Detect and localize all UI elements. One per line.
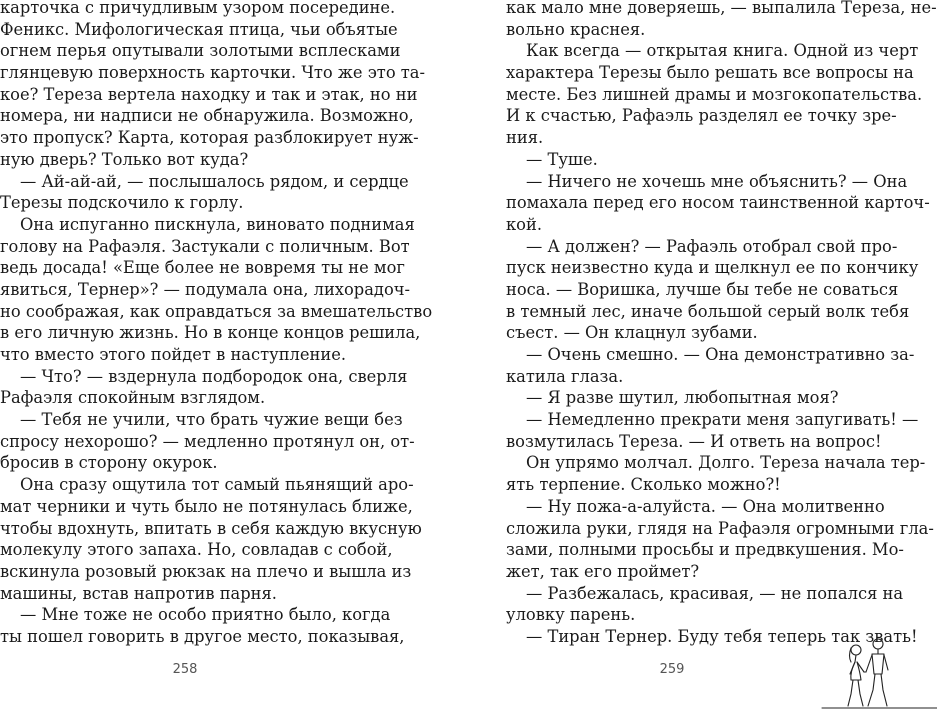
couple-illustration [820, 628, 937, 712]
text-line: ния. [506, 128, 544, 148]
text-line: ять терпение. Сколько можно?! [506, 475, 781, 495]
left-page-text [0, 0, 433, 648]
text-line: зами, полными просьбы и предвкушения. Мо- [506, 540, 904, 560]
text-line: Терезы подскочило к горлу. [0, 193, 244, 213]
text-line: характера Терезы было решать все вопросы на [506, 63, 914, 83]
text-line: Она испуганно пискнула, виновато поднимая [20, 214, 415, 234]
text-line: молекулу этого запаха. Но, совладав с собой, [0, 540, 393, 560]
text-line: вскинула розовый рюкзак на плечо и вышла из [0, 561, 412, 581]
text-line: номера, ни надписи не обнаружила. Возможно, [0, 106, 414, 126]
text-line: Он упрямо молчал. Долго. Тереза начала тер- [526, 453, 926, 473]
text-line: ты пошел говорить в другое место, показывая, [0, 626, 405, 646]
text-line: — Что? — вздернула подбородок она, сверля [20, 366, 408, 386]
right-page-number: 259 [659, 662, 685, 677]
text-line: — Тиран Тернер. Буду тебя теперь так звать! [526, 626, 918, 646]
text-line: пуск неизвестно куда и щелкнул ее по кончику [506, 258, 919, 278]
text-line: глянцевую поверхность карточки. Что же это та- [0, 63, 426, 83]
text-line: но соображая, как оправдаться за вмешательство [0, 301, 433, 321]
text-line: голову на Рафаэля. Застукали с поличным. Вот [0, 236, 410, 256]
text-line: в темный лес, иначе большой серый волк тебя [506, 301, 910, 321]
text-line: кой. [506, 214, 543, 234]
text-line: огнем перья опутывали золотыми всплесками [0, 41, 401, 61]
text-line: в его личную жизнь. Но в конце концов решила, [0, 323, 421, 343]
text-line: машины, встав напротив парня. [0, 583, 277, 603]
text-line: кое? Тереза вертела находку и так и этак, но ни [0, 84, 418, 104]
text-line: вольно краснея. [506, 19, 646, 39]
text-line: катила глаза. [506, 366, 624, 386]
text-line: как мало мне доверяешь, — выпалила Тереза, не- [506, 0, 937, 17]
text-line: Как всегда — открытая книга. Одной из черт [526, 41, 919, 61]
text-line: бросив в сторону окурок. [0, 453, 218, 473]
text-line: — А должен? — Рафаэль отобрал свой про- [526, 236, 898, 256]
text-line: И к счастью, Рафаэль разделял ее точку зре- [506, 106, 897, 126]
text-line: — Очень смешно. — Она демонстративно за- [526, 345, 915, 364]
text-line: — Ничего не хочешь мне объяснить? — Она [526, 171, 908, 191]
text-line: уловку парень. [506, 605, 636, 625]
text-line: карточка с причудливым узором посередине. [0, 0, 396, 17]
text-line: съест. — Он клацнул зубами. [506, 323, 758, 343]
text-line: возмутилась Тереза. — И ответь на вопрос! [506, 431, 882, 451]
text-line: сложила руки, глядя на Рафаэля огромными гла- [506, 518, 934, 538]
text-line: явиться, Тернер»? — подумала она, лихорадоч- [0, 279, 411, 299]
text-line: помахала перед его носом таинственной карточ- [506, 193, 930, 213]
girl-figure [848, 645, 864, 706]
text-line: носа. — Воришка, лучше бы тебе не соваться [506, 279, 899, 299]
left-page-number: 258 [172, 662, 198, 677]
text-line: мат черники и чуть было не потянулась ближе, [0, 496, 413, 516]
text-line: жет, так его проймет? [506, 561, 700, 581]
text-line: — Тебя не учили, что брать чужие вещи без [20, 410, 403, 430]
text-line: Феникс. Мифологическая птица, чьи объятые [0, 19, 398, 39]
text-line: что вместо этого пойдет в наступление. [0, 345, 347, 364]
text-line: — Немедленно прекрати меня запугивать! — [526, 410, 919, 430]
boy-figure [866, 639, 888, 706]
text-line: ведь досада! «Еще более не вовремя ты не мог [0, 258, 405, 278]
text-line: месте. Без лишней драмы и мозгокопательства. [506, 84, 923, 104]
text-line: Она сразу ощутила тот самый пьянящий аро- [20, 475, 414, 495]
text-line: спросу нехорошо? — медленно протянул он, от- [0, 431, 415, 451]
text-line: чтобы вдохнуть, впитать в себя каждую вкусную [0, 518, 422, 538]
text-line: это пропуск? Карта, которая разблокирует нуж- [0, 128, 419, 148]
text-line: — Ну пожа-а-алуйста. — Она молитвенно [526, 496, 885, 516]
text-line: — Разбежалась, красивая, — не попался на [526, 583, 904, 603]
text-line: Рафаэля спокойным взглядом. [0, 388, 266, 408]
text-line: ную дверь? Только вот куда? [0, 149, 249, 169]
text-line: — Я разве шутил, любопытная моя? [526, 388, 839, 408]
text-line: — Туше. [526, 149, 598, 169]
text-line: — Ай-ай-ай, — послышалось рядом, и сердце [20, 171, 409, 191]
text-line: — Мне тоже не особо приятно было, когда [20, 605, 391, 625]
right-page-text [506, 0, 937, 648]
